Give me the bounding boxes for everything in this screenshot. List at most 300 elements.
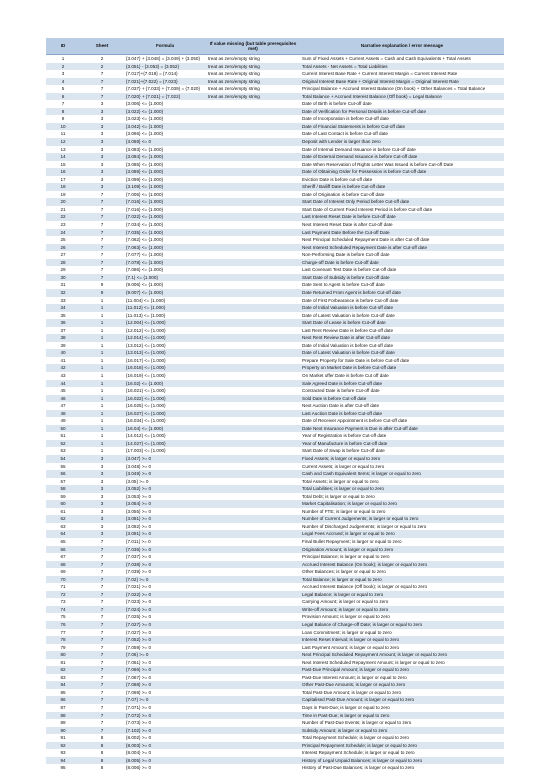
cell-if-missing <box>206 297 300 305</box>
cell-formula: {7.086} <= {1.000} <box>124 266 206 274</box>
cell-id: 59 <box>46 493 80 501</box>
table-row <box>46 530 504 538</box>
cell-if-missing <box>206 281 300 289</box>
table-row <box>46 183 504 191</box>
cell-if-missing <box>206 561 300 569</box>
table-row <box>46 553 504 561</box>
table-row <box>46 168 504 176</box>
cell-id: 6 <box>46 93 80 101</box>
cell-id: 79 <box>46 644 80 652</box>
cell-narrative: Eviction Date is before cut-off date <box>300 176 504 184</box>
table-row <box>46 591 504 599</box>
cell-narrative: Next Principal Scheduled Repayment Amount; is larger or equal to zero <box>300 651 504 659</box>
cell-sheet: 7 <box>80 191 124 199</box>
cell-id: 95 <box>46 764 80 772</box>
cell-formula: {16.025} <= {1.000} <box>124 402 206 410</box>
table-row <box>46 319 504 327</box>
cell-narrative: Principal Repayment Schedule; is larger or equal to zero <box>300 742 504 750</box>
cell-narrative: History of Legal Unpaid Balances; is larger or equal to zero <box>300 757 504 765</box>
cell-formula: {9.007} <= {1.000} <box>124 289 206 297</box>
cell-formula: {13.012} <= {1.000} <box>124 342 206 350</box>
cell-formula: {3.052} >= 0 <box>124 485 206 493</box>
cell-id: 40 <box>46 349 80 357</box>
cell-id: 55 <box>46 463 80 471</box>
cell-sheet: 7 <box>80 681 124 689</box>
cell-sheet: 1 <box>80 372 124 380</box>
cell-sheet: 7 <box>80 538 124 546</box>
table-row <box>46 500 504 508</box>
cell-formula: {7.052} >= 0 <box>124 636 206 644</box>
table-row <box>46 689 504 697</box>
cell-sheet: 3 <box>80 463 124 471</box>
cell-id: 15 <box>46 161 80 169</box>
table-row <box>46 636 504 644</box>
cell-narrative: Last Covenant Test Date is before Cut-off date <box>300 266 504 274</box>
cell-sheet: 7 <box>80 644 124 652</box>
cell-sheet: 7 <box>80 546 124 554</box>
cell-if-missing <box>206 463 300 471</box>
cell-id: 30 <box>46 274 80 282</box>
cell-sheet: 7 <box>80 621 124 629</box>
cell-narrative: Last Rent Review Date is before Cut-off date <box>300 327 504 335</box>
cell-sheet: 7 <box>80 606 124 614</box>
cell-id: 51 <box>46 432 80 440</box>
cell-formula: {16.017} <= {1.000} <box>124 357 206 365</box>
cell-id: 71 <box>46 583 80 591</box>
cell-if-missing <box>206 244 300 252</box>
cell-sheet: 7 <box>80 704 124 712</box>
cell-id: 52 <box>46 440 80 448</box>
cell-formula: {7.027} >= 0 <box>124 629 206 637</box>
cell-formula: {7.078} <= {1.000} <box>124 259 206 267</box>
table-row <box>46 108 504 116</box>
table-row <box>46 402 504 410</box>
cell-formula: {16.019} <= {1.000} <box>124 372 206 380</box>
cell-formula: {12.014} <= {1.000} <box>124 334 206 342</box>
cell-id: 60 <box>46 500 80 508</box>
cell-id: 4 <box>46 78 80 86</box>
cell-id: 27 <box>46 251 80 259</box>
table-row <box>46 191 504 199</box>
table-row <box>46 304 504 312</box>
cell-formula: {8.004} >= 0 <box>124 749 206 757</box>
table-row <box>46 546 504 554</box>
cell-formula: {7.027} >= 0 <box>124 621 206 629</box>
cell-sheet: 3 <box>80 530 124 538</box>
table-row <box>46 734 504 742</box>
cell-narrative: Year of Registration is before Cut-off date <box>300 432 504 440</box>
cell-formula: {3.042} <= {1.000} <box>124 123 206 131</box>
cell-formula: {7.020} + {7.021} = {7.022} <box>124 93 206 101</box>
cell-formula: {11.013} <= {1.000} <box>124 312 206 320</box>
cell-narrative: Contracted Date is before Cut-off date <box>300 387 504 395</box>
cell-if-missing <box>206 470 300 478</box>
cell-narrative: Total Liabilities; is larger or equal to zero <box>300 485 504 493</box>
cell-formula: {16.04} <= {1.000} <box>124 425 206 433</box>
cell-id: 18 <box>46 183 80 191</box>
cell-narrative: Number of Current Judgements; is larger or equal to zero <box>300 515 504 523</box>
cell-sheet: 7 <box>80 629 124 637</box>
cell-sheet: 7 <box>80 70 124 78</box>
cell-formula: {3.047} + {3.048} = {3.049} + {3.050} <box>124 55 206 63</box>
cell-narrative: On Market offer Date is before Cut off date <box>300 372 504 380</box>
cell-narrative: Current Assets; is larger or equal to zero <box>300 463 504 471</box>
cell-narrative: Date Next Insurance Payment is Due is after Cut-off date <box>300 425 504 433</box>
cell-id: 75 <box>46 613 80 621</box>
cell-if-missing <box>206 764 300 772</box>
cell-id: 89 <box>46 719 80 727</box>
cell-id: 43 <box>46 372 80 380</box>
table-row <box>46 523 504 531</box>
cell-id: 67 <box>46 553 80 561</box>
cell-formula: {8.005} >= 0 <box>124 757 206 765</box>
cell-sheet: 1 <box>80 349 124 357</box>
table-row <box>46 251 504 259</box>
cell-id: 31 <box>46 281 80 289</box>
cell-sheet: 7 <box>80 696 124 704</box>
cell-narrative: Total Balance; is larger or equal to zero <box>300 576 504 584</box>
cell-formula: {16.022} <= {1.000} <box>124 395 206 403</box>
cell-narrative: Date Returned From Agent is before Cut-off date <box>300 289 504 297</box>
cell-id: 35 <box>46 312 80 320</box>
table-row <box>46 55 504 63</box>
cell-formula: {3.099} <= {1.000} <box>124 176 206 184</box>
cell-narrative: Interest Reset Interval; is larger or equal to zero <box>300 636 504 644</box>
cell-formula: {7.073} >= 0 <box>124 719 206 727</box>
cell-id: 11 <box>46 130 80 138</box>
cell-formula: {7.024} >= 0 <box>124 606 206 614</box>
cell-formula: {3.048} >= 0 <box>124 463 206 471</box>
cell-narrative: Charge-off Date is before Cut-off date <box>300 259 504 267</box>
cell-if-missing <box>206 334 300 342</box>
cell-id: 78 <box>46 636 80 644</box>
cell-sheet: 1 <box>80 425 124 433</box>
cell-if-missing <box>206 530 300 538</box>
cell-formula: {3.066} <= {1.000} <box>124 130 206 138</box>
cell-narrative: Total Repayment Schedule; is larger or equal to zero <box>300 734 504 742</box>
cell-formula: {16.034} <= {1.000} <box>124 417 206 425</box>
table-row <box>46 463 504 471</box>
header-id: ID <box>46 38 80 55</box>
cell-if-missing <box>206 515 300 523</box>
cell-id: 50 <box>46 425 80 433</box>
cell-formula: {13.013} <= {1.000} <box>124 349 206 357</box>
table-row <box>46 659 504 667</box>
cell-narrative: Date of Receiver Appointment is before Cut-off date <box>300 417 504 425</box>
cell-sheet: 7 <box>80 221 124 229</box>
table-row <box>46 198 504 206</box>
cell-narrative: Number of FTE; is larger or equal to zero <box>300 508 504 516</box>
table-row <box>46 334 504 342</box>
cell-formula: {3.082} >= 0 <box>124 523 206 531</box>
cell-formula: {16.02} <= {1.000} <box>124 380 206 388</box>
cell-formula: {7.067} >= 0 <box>124 674 206 682</box>
cell-id: 22 <box>46 213 80 221</box>
cell-formula: {8.002} >= 0 <box>124 734 206 742</box>
cell-formula: {17.003} <= {1.000} <box>124 447 206 455</box>
table-row <box>46 100 504 108</box>
cell-if-missing <box>206 229 300 237</box>
cell-if-missing <box>206 213 300 221</box>
table-row <box>46 576 504 584</box>
cell-narrative: Origination Amount; is larger or equal to zero <box>300 546 504 554</box>
cell-narrative: Total Assets; is larger or equal to zero <box>300 478 504 486</box>
table-row <box>46 266 504 274</box>
cell-sheet: 9 <box>80 281 124 289</box>
cell-if-missing <box>206 395 300 403</box>
cell-narrative: Loan Commitment; is larger or equal to zero <box>300 629 504 637</box>
cell-sheet: 9 <box>80 289 124 297</box>
table-row <box>46 78 504 86</box>
table-row <box>46 447 504 455</box>
header-sheet: Sheet <box>80 38 124 55</box>
cell-id: 86 <box>46 696 80 704</box>
cell-narrative: Accrued Interest Balance (Off book); is larger or equal to zero <box>300 583 504 591</box>
cell-formula: {7.072} >= 0 <box>124 712 206 720</box>
cell-if-missing <box>206 629 300 637</box>
cell-formula: {7.02} >= 0 <box>124 576 206 584</box>
cell-if-missing <box>206 613 300 621</box>
cell-if-missing <box>206 712 300 720</box>
table-row <box>46 327 504 335</box>
cell-formula: {3.022} <= {1.000} <box>124 108 206 116</box>
cell-sheet: 7 <box>80 206 124 214</box>
cell-id: 88 <box>46 712 80 720</box>
cell-id: 45 <box>46 387 80 395</box>
cell-sheet: 3 <box>80 183 124 191</box>
table-row <box>46 380 504 388</box>
cell-if-missing <box>206 191 300 199</box>
cell-narrative: Sale Agreed Date is before Cut-off date <box>300 380 504 388</box>
cell-sheet: 7 <box>80 259 124 267</box>
cell-formula: {7.035} <= {1.000} <box>124 229 206 237</box>
cell-sheet: 1 <box>80 380 124 388</box>
cell-sheet: 7 <box>80 553 124 561</box>
cell-sheet: 7 <box>80 659 124 667</box>
cell-sheet: 8 <box>80 742 124 750</box>
cell-id: 63 <box>46 523 80 531</box>
cell-formula: {11.012} <= {1.000} <box>124 304 206 312</box>
cell-if-missing <box>206 266 300 274</box>
cell-id: 84 <box>46 681 80 689</box>
cell-narrative: Last Payment Amount; is larger or equal to zero <box>300 644 504 652</box>
cell-sheet: 7 <box>80 666 124 674</box>
cell-id: 37 <box>46 327 80 335</box>
table-row <box>46 681 504 689</box>
table-row <box>46 349 504 357</box>
cell-formula: {7.063} <= {1.000} <box>124 244 206 252</box>
cell-if-missing <box>206 108 300 116</box>
table-row <box>46 206 504 214</box>
cell-if-missing <box>206 576 300 584</box>
cell-id: 42 <box>46 364 80 372</box>
cell-narrative: Total Past-Due Amount; is larger or equal to zero <box>300 689 504 697</box>
cell-if-missing <box>206 425 300 433</box>
cell-narrative: Fixed Assets; is larger or equal to zero <box>300 455 504 463</box>
table-row <box>46 176 504 184</box>
cell-if-missing <box>206 100 300 108</box>
table-row <box>46 244 504 252</box>
cell-id: 92 <box>46 742 80 750</box>
cell-if-missing <box>206 485 300 493</box>
cell-if-missing <box>206 591 300 599</box>
cell-narrative: Principal Balance; is larger or equal to zero <box>300 553 504 561</box>
cell-sheet: 3 <box>80 130 124 138</box>
cell-formula: {7.022} <= {1.000} <box>124 213 206 221</box>
cell-narrative: Legal Fees Accrued; is larger or equal to zero <box>300 530 504 538</box>
cell-sheet: 7 <box>80 583 124 591</box>
cell-if-missing <box>206 651 300 659</box>
cell-sheet: 3 <box>80 523 124 531</box>
header-if-missing: If value missing (but table prerequisites met) <box>206 38 300 55</box>
cell-narrative: Last Auction Date is before Cut-off date <box>300 410 504 418</box>
cell-if-missing <box>206 757 300 765</box>
cell-formula: {7.036} >= 0 <box>124 546 206 554</box>
cell-if-missing <box>206 327 300 335</box>
cell-if-missing <box>206 742 300 750</box>
table-row <box>46 674 504 682</box>
table-row <box>46 749 504 757</box>
cell-sheet: 1 <box>80 357 124 365</box>
cell-if-missing <box>206 289 300 297</box>
table-row <box>46 568 504 576</box>
cell-sheet: 3 <box>80 161 124 169</box>
cell-formula: {7.017}+{7.018} = {7.014} <box>124 70 206 78</box>
cell-id: 16 <box>46 168 80 176</box>
cell-narrative: Start Date of Lease is before Cut-off date <box>300 319 504 327</box>
cell-if-missing <box>206 274 300 282</box>
cell-narrative: Last Payment Date Before the Cut-off Date <box>300 229 504 237</box>
cell-id: 34 <box>46 304 80 312</box>
cell-formula: {3.054} >= 0 <box>124 500 206 508</box>
cell-if-missing <box>206 153 300 161</box>
cell-formula: {16.027} <= {1.000} <box>124 410 206 418</box>
cell-formula: {7.1} <= {1.000} <box>124 274 206 282</box>
cell-if-missing <box>206 417 300 425</box>
cell-sheet: 7 <box>80 568 124 576</box>
table-row <box>46 161 504 169</box>
cell-formula: {3.069} <= 0 <box>124 138 206 146</box>
cell-sheet: 1 <box>80 402 124 410</box>
cell-sheet: 7 <box>80 213 124 221</box>
table-row <box>46 63 504 71</box>
cell-formula: {3.109} <= {1.000} <box>124 183 206 191</box>
cell-sheet: 3 <box>80 478 124 486</box>
cell-sheet: 1 <box>80 410 124 418</box>
table-row <box>46 704 504 712</box>
cell-formula: {7.034} <= {1.000} <box>124 221 206 229</box>
cell-formula: {7.021}+{7.022} = {7.023} <box>124 78 206 86</box>
table-row <box>46 395 504 403</box>
cell-narrative: Time in Past-Due; is larger or equal to zero <box>300 712 504 720</box>
cell-narrative: Carrying Amount; is larger or equal to zero <box>300 598 504 606</box>
cell-formula: {7.006} <= {1.000} <box>124 191 206 199</box>
validation-rules-table <box>46 38 504 772</box>
cell-sheet: 3 <box>80 153 124 161</box>
table-row <box>46 644 504 652</box>
cell-if-missing <box>206 259 300 267</box>
cell-if-missing: treat as zero/empty string <box>206 70 300 78</box>
cell-sheet: 3 <box>80 508 124 516</box>
cell-narrative: Number of Discharged Judgements; is larger or equal to zero <box>300 523 504 531</box>
cell-narrative: Date of Verification for Personal Details is before Cut-off date <box>300 108 504 116</box>
cell-narrative: Date of Origination is before Cut-off date <box>300 191 504 199</box>
cell-formula: {7.07} >= 0 <box>124 696 206 704</box>
cell-sheet: 1 <box>80 432 124 440</box>
cell-sheet: 8 <box>80 734 124 742</box>
cell-formula: {3.089} <= {1.000} <box>124 168 206 176</box>
cell-if-missing <box>206 342 300 350</box>
table-row <box>46 606 504 614</box>
cell-sheet: 7 <box>80 236 124 244</box>
cell-if-missing <box>206 319 300 327</box>
cell-id: 85 <box>46 689 80 697</box>
table-row <box>46 757 504 765</box>
cell-id: 83 <box>46 674 80 682</box>
cell-narrative: Market Capitalisation; is larger or equal to zero <box>300 500 504 508</box>
cell-id: 65 <box>46 538 80 546</box>
cell-if-missing <box>206 455 300 463</box>
table-row <box>46 123 504 131</box>
table-row <box>46 274 504 282</box>
cell-sheet: 7 <box>80 266 124 274</box>
cell-narrative: Last Interest Reset Date is before Cut-off date <box>300 213 504 221</box>
cell-if-missing <box>206 696 300 704</box>
cell-if-missing <box>206 251 300 259</box>
table-row <box>46 297 504 305</box>
cell-narrative: Non-Performing Date is before Cut-off date <box>300 251 504 259</box>
table-row <box>46 221 504 229</box>
table-row <box>46 629 504 637</box>
cell-sheet: 3 <box>80 168 124 176</box>
cell-if-missing <box>206 123 300 131</box>
cell-sheet: 7 <box>80 636 124 644</box>
cell-if-missing <box>206 674 300 682</box>
cell-sheet: 3 <box>80 500 124 508</box>
cell-sheet: 3 <box>80 100 124 108</box>
cell-sheet: 3 <box>80 146 124 154</box>
cell-if-missing <box>206 636 300 644</box>
cell-formula: {3.006} <= {1.000} <box>124 100 206 108</box>
table-row <box>46 515 504 523</box>
cell-narrative: Next Interest Scheduled Repayment Amount; is larger or equal to zero <box>300 659 504 667</box>
table-row <box>46 138 504 146</box>
cell-id: 47 <box>46 402 80 410</box>
cell-if-missing <box>206 719 300 727</box>
table-row <box>46 613 504 621</box>
cell-id: 73 <box>46 598 80 606</box>
cell-id: 2 <box>46 63 80 71</box>
table-row <box>46 598 504 606</box>
cell-narrative: Date of Obtaining Order for Possession is before Cut-off date <box>300 168 504 176</box>
cell-if-missing <box>206 183 300 191</box>
cell-id: 56 <box>46 470 80 478</box>
cell-narrative: History of Past-Due Balances; is larger or equal to zero <box>300 764 504 772</box>
cell-narrative: Next Interest Scheduled Repayment Date is after Cut-off date <box>300 244 504 252</box>
cell-formula: {3.083} <= {1.000} <box>124 146 206 154</box>
cell-sheet: 1 <box>80 327 124 335</box>
cell-narrative: Deposit with Lender is larger than zero <box>300 138 504 146</box>
cell-id: 38 <box>46 334 80 342</box>
cell-formula: {3.084} <= {1.000} <box>124 153 206 161</box>
cell-if-missing <box>206 387 300 395</box>
cell-narrative: Date of Initial Valuation is before Cut-off date <box>300 304 504 312</box>
cell-narrative: Date of Internal Demand Issuance is before Cut-off date <box>300 146 504 154</box>
cell-sheet: 3 <box>80 493 124 501</box>
table-row <box>46 485 504 493</box>
table-row <box>46 357 504 365</box>
cell-narrative: Start Date of Interest Only Period before Cut-off date <box>300 198 504 206</box>
